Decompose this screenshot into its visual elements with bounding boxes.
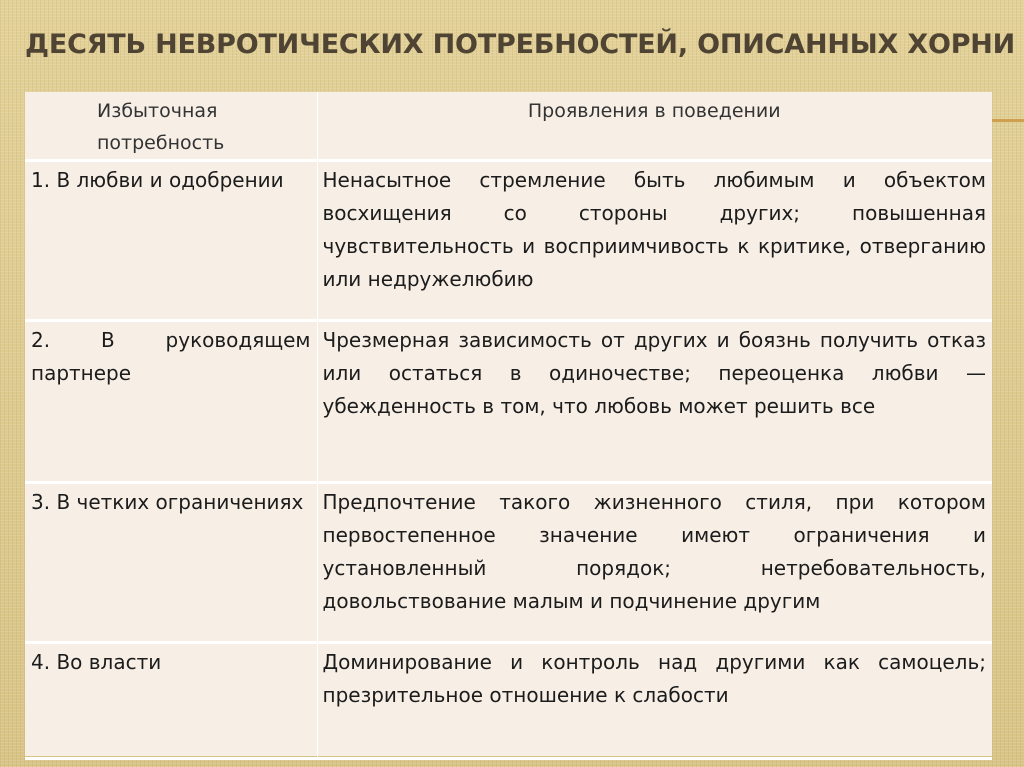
manifestation-cell: Чрезмерная зависимость от других и боязнь получить отказ или остаться в одиночестве; переоценка любви — убежденность в том, что любовь может решить все (317, 321, 992, 483)
manifestation-cell: Предпочтение такого жизненного стиля, при котором первостепенное значение имеют ограничения и установленный порядок; нетребовательность, довольствование малым и подчинение другим (317, 483, 992, 643)
table-header-row (25, 92, 992, 161)
need-cell: 4. Во власти (25, 643, 317, 759)
header-need: Избыточная потребность (25, 92, 317, 161)
table-row (25, 161, 992, 321)
header-manifestation: Проявления в поведении (317, 92, 992, 161)
need-cell: 2. В руководящем партнере (25, 321, 317, 483)
table-row (25, 643, 992, 759)
table-row (25, 483, 992, 643)
need-cell: 3. В четких ограничениях (25, 483, 317, 643)
manifestation-cell: Доминирование и контроль над другими как самоцель; презрительное отношение к слабости (317, 643, 992, 759)
slide-title: ДЕСЯТЬ НЕВРОТИЧЕСКИХ ПОТРЕБНОСТЕЙ, ОПИСАННЫХ ХОРНИ (25, 29, 1016, 60)
needs-table-panel (25, 92, 992, 756)
accent-line (992, 119, 1024, 122)
manifestation-cell: Ненасытное стремление быть любимым и объектом восхищения со стороны других; повышенная чувствительность и восприимчивость к критике, отверганию или недружелюбию (317, 161, 992, 321)
table-row (25, 321, 992, 483)
needs-table (25, 92, 992, 760)
need-cell: 1. В любви и одобрении (25, 161, 317, 321)
